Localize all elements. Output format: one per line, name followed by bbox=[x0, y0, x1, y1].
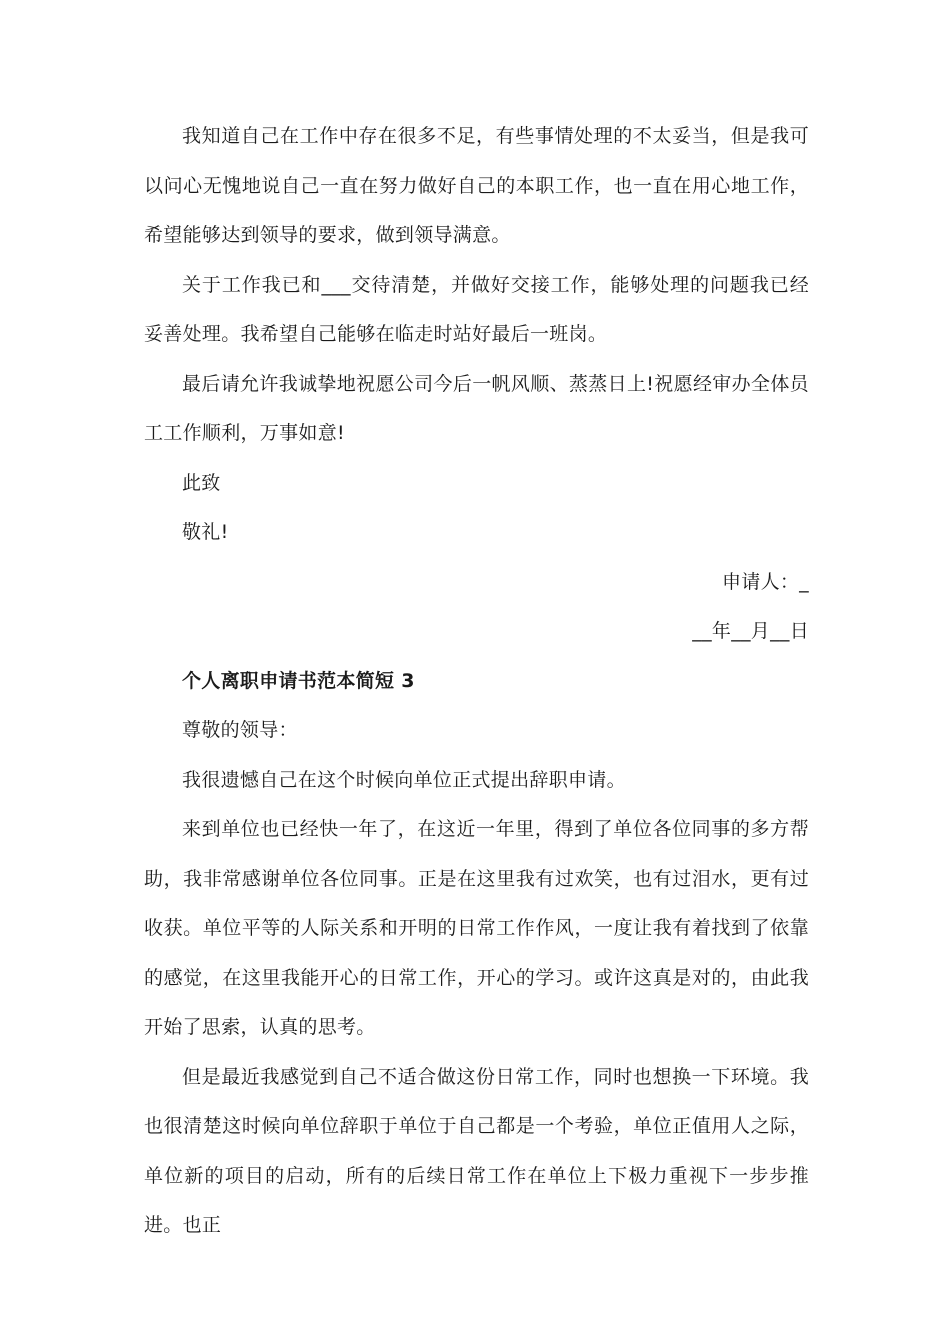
section-heading: 个人离职申请书范本简短 3 bbox=[182, 669, 415, 692]
paragraph-self-assessment: 我知道自己在工作中存在很多不足，有些事情处理的不太妥当，但是我可以问心无愧地说自己一直在努力做好自己的本职工作，也一直在用心地工作，希望能够达到领导的要求，做到领导满意。 bbox=[144, 125, 809, 246]
applicant-signature: 申请人：_ bbox=[721, 570, 809, 593]
paragraph-wishes: 最后请允许我诚挚地祝愿公司今后一帆风顺、蒸蒸日上!祝愿经审办全体员工工作顺利，万事如意! bbox=[144, 372, 809, 444]
date-line: __年__月__日 bbox=[692, 620, 809, 642]
salutation: 尊敬的领导： bbox=[182, 719, 298, 741]
paragraph-resignation: 我很遗憾自己在这个时候向单位正式提出辞职申请。 bbox=[182, 768, 626, 791]
document-page bbox=[144, 112, 809, 1251]
closing-line-1: 此致 bbox=[182, 471, 221, 494]
paragraph-reason: 但是最近我感觉到自己不适合做这份日常工作，同时也想换一下环境。我也很清楚这时候向单位辞职于单位于自己都是一个考验，单位正值用人之际，单位新的项目的启动，所有的后续日常工作在单位上下极力重视下一步步推进。也正 bbox=[144, 1065, 809, 1236]
closing-line-2: 敬礼! bbox=[182, 521, 229, 543]
paragraph-gratitude: 来到单位也已经快一年了，在这近一年里，得到了单位各位同事的多方帮助，我非常感谢单位各位同事。正是在这里我有过欢笑，也有过泪水，更有过收获。单位平等的人际关系和开明的日常工作作风，一度让我有着找到了依靠的感觉，在这里我能开心的日常工作，开心的学习。或许这真是对的，由此我开始了思索，认真的思考。 bbox=[144, 818, 809, 1038]
paragraph-handover: 关于工作我已和___交待清楚，并做好交接工作，能够处理的问题我已经妥善处理。我希望自己能够在临走时站好最后一班岗。 bbox=[144, 273, 809, 345]
